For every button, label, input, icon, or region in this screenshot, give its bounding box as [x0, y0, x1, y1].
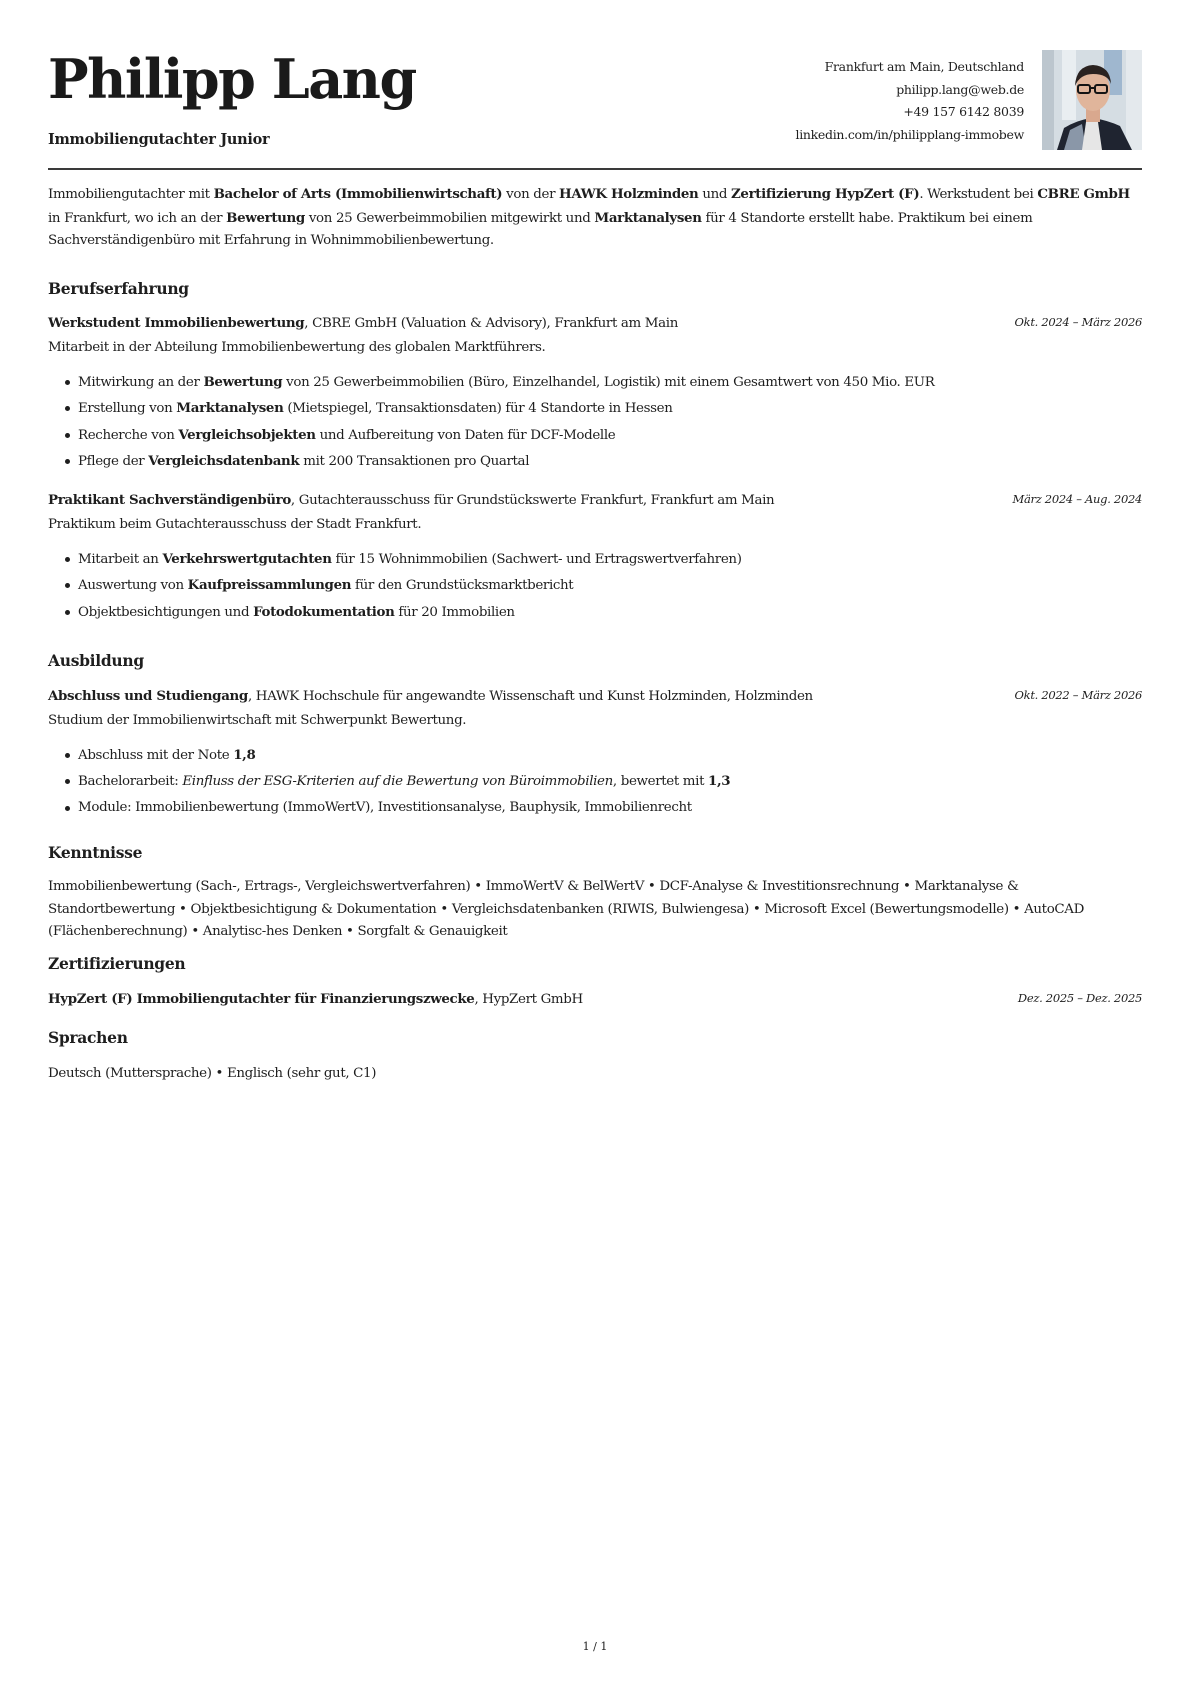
languages-list: Deutsch (Muttersprache) • Englisch (sehr gut, C1) — [48, 1066, 377, 1081]
bullet-text: Auswertung von — [78, 578, 188, 594]
certification-dates: Dez. 2025 – Dez. 2025 — [1017, 991, 1142, 1005]
bullet-highlight: Kaufpreissammlungen — [187, 577, 352, 594]
job-role: Werkstudent Immobilienbewertung — [48, 315, 305, 331]
thesis-title: Einfluss der ESG-Kriterien auf die Bewertung von Büroimmobilien — [182, 774, 613, 790]
summary-text: . Werkstudent bei — [919, 187, 1038, 202]
bullet-highlight: Bewertung — [203, 374, 283, 390]
bullet-text: Mitwirkung an der — [78, 375, 204, 390]
bullet-text: Bachelorarbeit: — [78, 774, 183, 790]
job-dates: Okt. 2024 – März 2026 — [1014, 315, 1142, 329]
job-bullet-list — [48, 372, 934, 477]
contact-phone: +49 157 6142 8039 — [903, 104, 1024, 119]
certification-entry — [48, 991, 1142, 1007]
job-dates: März 2024 – Aug. 2024 — [1012, 492, 1142, 506]
bullet-text: , bewertet mit — [612, 774, 709, 790]
page-number: 1 / 1 — [582, 1640, 608, 1653]
experience-entry-header — [48, 315, 1142, 331]
bullet-text: für 20 Immobilien — [394, 604, 515, 620]
summary-highlight: Zertifizierung HypZert (F) — [731, 186, 920, 202]
education-entry-header — [48, 688, 1142, 704]
grade-value: 1,8 — [233, 747, 256, 763]
list-item — [48, 549, 742, 575]
summary-text: von der — [502, 187, 560, 202]
summary-highlight: Bachelor of Arts (Immobilienwirtschaft) — [213, 186, 503, 202]
section-title-skills: Kenntnisse — [48, 843, 143, 862]
certification-name: HypZert (F) Immobiliengutachter für Finanzierungszwecke — [48, 991, 475, 1007]
profile-summary — [48, 183, 1142, 253]
experience-entry-header — [48, 492, 1142, 508]
job-organization: , CBRE GmbH (Valuation & Advisory), Frankfurt am Main — [304, 316, 678, 331]
bullet-highlight: Fotodokumentation — [253, 603, 395, 620]
school-name: , HAWK Hochschule für angewandte Wissenschaft und Kunst Holzminden, Holzminden — [247, 689, 813, 704]
job-description: Mitarbeit in der Abteilung Immobilienbewertung des globalen Marktführers. — [48, 340, 546, 355]
bullet-text: für den Grundstücksmarktbericht — [351, 578, 574, 594]
section-title-certifications: Zertifizierungen — [48, 954, 186, 973]
summary-highlight: Bewertung — [226, 209, 305, 226]
contact-email[interactable]: philipp.lang@web.de — [896, 81, 1024, 97]
list-item — [48, 771, 730, 797]
bullet-text: von 25 Gewerbeimmobilien (Büro, Einzelhandel, Logistik) mit einem Gesamtwert von 450 Mio. EUR — [282, 375, 935, 390]
bullet-text: und Aufbereitung von Daten für DCF-Modelle — [315, 427, 616, 443]
list-item — [48, 745, 730, 771]
list-item — [48, 798, 730, 824]
list-item — [48, 575, 742, 601]
candidate-title: Immobiliengutachter Junior — [48, 131, 270, 148]
job-description: Praktikum beim Gutachterausschuss der Stadt Frankfurt. — [48, 517, 422, 532]
education-description: Studium der Immobilienwirtschaft mit Schwerpunkt Bewertung. — [48, 713, 467, 728]
bullet-text: Objektbesichtigungen und — [78, 604, 254, 620]
resume-page — [48, 0, 1142, 1081]
list-item — [48, 425, 934, 451]
list-item — [48, 602, 742, 628]
summary-highlight: HAWK Holzminden — [559, 186, 699, 202]
summary-highlight: CBRE GmbH — [1037, 186, 1130, 202]
education-bullet-list — [48, 745, 730, 824]
list-item — [48, 398, 934, 424]
candidate-name: Philipp Lang — [48, 47, 416, 111]
bullet-text: Recherche von — [78, 427, 179, 443]
education-dates: Okt. 2022 – März 2026 — [1014, 688, 1142, 702]
bullet-highlight: Marktanalysen — [176, 400, 284, 417]
degree-title: Abschluss und Studiengang — [48, 688, 248, 704]
skills-list: Immobilienbewertung (Sach-, Ertrags-, Vergleichswertverfahren) • ImmoWertV & BelWertV • DCF-Analyse & Investitionsrechnung • Marktanalyse & Standortbewertung • Objektbesichtigung & Dokumentation • Vergleichsdatenbanken (RIWIS, Bulwiengesa) • Microsoft Excel (Bewertungsmodelle) • AutoCAD (Flächenberechnung) • Analytisc-hes Denken • Sorgfalt & Genauigkeit — [48, 879, 1085, 939]
resume-header — [48, 0, 1142, 170]
profile-photo — [1042, 50, 1142, 150]
bullet-text: mit 200 Transaktionen pro Quartal — [299, 453, 530, 469]
list-item — [48, 372, 934, 398]
summary-text: von 25 Gewerbeimmobilien mitgewirkt und — [304, 210, 595, 226]
bullet-text: Pflege der — [78, 453, 149, 469]
section-title-experience: Berufserfahrung — [48, 279, 189, 298]
job-organization: , Gutachterausschuss für Grundstückswerte Frankfurt, Frankfurt am Main — [290, 493, 775, 508]
summary-text: in Frankfurt, wo ich an der — [48, 210, 227, 226]
job-role: Praktikant Sachverständigenbüro — [48, 492, 291, 508]
section-title-languages: Sprachen — [48, 1028, 128, 1047]
bullet-text: Abschluss mit der Note — [78, 748, 234, 763]
bullet-highlight: Verkehrswertgutachten — [162, 551, 332, 567]
summary-text: Immobiliengutachter mit — [48, 187, 214, 202]
header-divider — [48, 168, 1142, 170]
list-item — [48, 451, 934, 477]
bullet-highlight: Vergleichsdatenbank — [148, 452, 300, 469]
summary-highlight: Marktanalysen — [594, 209, 702, 226]
contact-location: Frankfurt am Main, Deutschland — [824, 59, 1024, 74]
bullet-text: für 15 Wohnimmobilien (Sachwert- und Ertragswertverfahren) — [331, 552, 742, 567]
contact-linkedin[interactable]: linkedin.com/in/philipplang-immobew — [795, 126, 1024, 142]
portrait-image-icon — [1042, 50, 1142, 150]
bullet-highlight: Vergleichsobjekten — [178, 426, 316, 443]
bullet-text: Module: Immobilienbewertung (ImmoWertV), Investitionsanalyse, Bauphysik, Immobilienrecht — [78, 799, 692, 815]
grade-value: 1,3 — [708, 773, 731, 790]
job-bullet-list — [48, 549, 742, 628]
bullet-text: Erstellung von — [78, 401, 177, 417]
section-title-education: Ausbildung — [48, 651, 144, 670]
contact-block — [796, 56, 1025, 146]
summary-text: und — [698, 187, 731, 202]
bullet-text: Mitarbeit an — [78, 552, 163, 567]
bullet-text: (Mietspiegel, Transaktionsdaten) für 4 Standorte in Hessen — [283, 401, 673, 417]
summary-text: für 4 Standorte erstellt habe. Praktikum bei einem Sachverständigenbüro mit Erfahrung in Wohnimmobilienbewertung. — [48, 210, 1033, 248]
certification-issuer: , HypZert GmbH — [474, 992, 583, 1007]
